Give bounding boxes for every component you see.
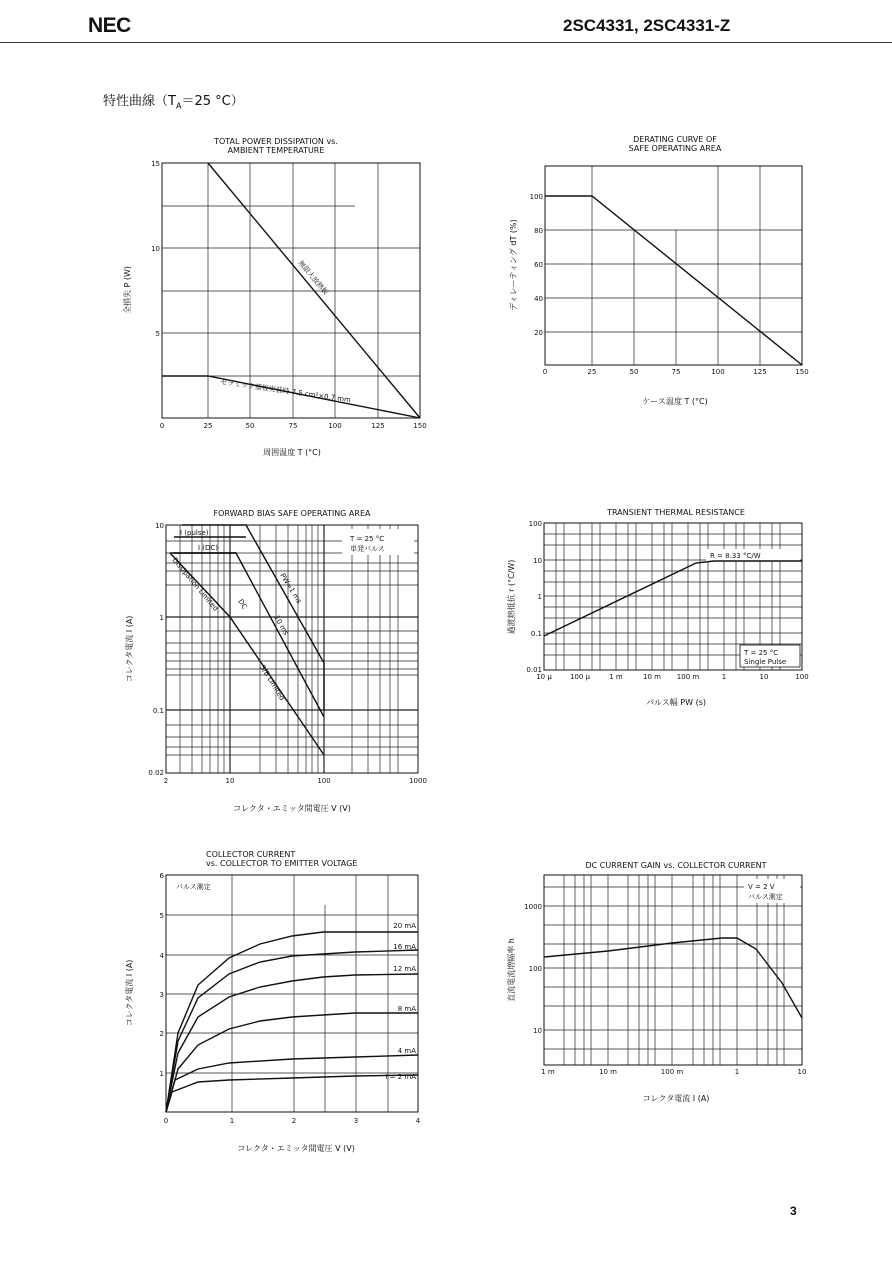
transient-xtick: 10 <box>759 673 769 681</box>
ic-vce-curve-labels <box>385 922 416 1081</box>
ic-vce-ytick: 6 <box>159 872 164 880</box>
power-title-1: TOTAL POWER DISSIPATION vs. <box>214 137 338 146</box>
derating-ytick: 40 <box>534 295 543 303</box>
soa-xlabel: コレクタ・エミッタ間電圧 V (V) <box>233 804 351 813</box>
derating-title-1: DERATING CURVE OF <box>633 135 717 144</box>
power-xtick: 50 <box>245 422 255 430</box>
derating-ytick: 100 <box>529 193 543 201</box>
derating-xtick: 75 <box>671 368 681 376</box>
soa-ylabel: コレクタ電流 I (A) <box>125 615 134 683</box>
ic-vce-xtick: 1 <box>229 1117 235 1125</box>
hfe-xtick: 10 <box>797 1068 807 1076</box>
ic-vce-xtick: 2 <box>291 1117 297 1125</box>
hfe-ytick: 1000 <box>524 903 542 911</box>
ic-vce-yticks <box>160 872 165 1078</box>
derating-xlabel: ケース温度 T (°C) <box>642 397 708 406</box>
ic-vce-curve-8ma <box>166 1013 418 1112</box>
derating-curve <box>545 196 802 365</box>
derating-xtick: 0 <box>542 368 548 376</box>
soa-label-sb: S/B Limited <box>258 663 287 702</box>
power-xtick: 0 <box>159 422 165 430</box>
transient-xtick: 1 m <box>609 673 623 681</box>
soa-label-dc: DC <box>236 597 249 611</box>
ic-vce-label-16ma: 16 mA <box>393 943 416 951</box>
soa-ic-dc-label: I (DC) <box>198 544 219 552</box>
part-number: 2SC4331, 2SC4331-Z <box>563 16 731 35</box>
hfe-cond-1: V = 2 V <box>748 883 775 891</box>
hfe-grid <box>544 875 802 1065</box>
derating-chart <box>500 130 830 415</box>
power-xtick: 75 <box>288 422 298 430</box>
ic-vce-xtick: 4 <box>415 1117 421 1125</box>
soa-ytick: 1 <box>159 614 164 622</box>
power-xlabel: 周囲温度 T (°C) <box>263 448 321 457</box>
ic-vce-xtick: 0 <box>163 1117 169 1125</box>
transient-xtick: 100 <box>795 673 809 681</box>
ic-vce-ytick: 3 <box>159 991 164 999</box>
derating-ytick: 80 <box>534 227 543 235</box>
power-ytick: 10 <box>151 245 160 253</box>
derating-title-2: SAFE OPERATING AREA <box>628 144 722 153</box>
transient-ytick: 1 <box>537 593 542 601</box>
derating-ytick: 60 <box>534 261 543 269</box>
soa-grid <box>166 525 418 773</box>
soa-xtick: 2 <box>163 777 169 785</box>
ic-vce-title-1: COLLECTOR CURRENT <box>206 850 296 859</box>
derating-ytick: 20 <box>534 329 543 337</box>
power-ytick: 5 <box>155 330 160 338</box>
section-title-main: 特性曲線（T <box>103 94 176 109</box>
section-title <box>103 90 244 111</box>
derating-yticks <box>530 193 543 337</box>
power-xtick: 125 <box>371 422 385 430</box>
ic-vce-label-12ma: 12 mA <box>393 965 416 973</box>
hfe-ylabel: 直流電流増幅率 h <box>507 938 516 1002</box>
ic-vce-curve-2ma <box>166 1075 418 1112</box>
soa-xticks <box>164 777 427 785</box>
nec-logo: NEC <box>88 14 131 37</box>
power-xticks <box>160 422 427 430</box>
hfe-cond-2: パルス測定 <box>748 893 783 901</box>
transient-ytick: 0.01 <box>526 666 542 674</box>
power-curve-ceramic <box>162 376 420 418</box>
hfe-chart <box>500 855 830 1115</box>
power-ylabel: 全損失 P (W) <box>123 265 132 315</box>
ic-vce-curve-4ma <box>166 1055 418 1112</box>
ic-vce-label-2ma: I = 2 mA <box>385 1073 416 1081</box>
derating-xtick: 50 <box>629 368 639 376</box>
soa-ytick: 10 <box>155 522 164 530</box>
transient-xtick: 100 m <box>676 673 700 681</box>
ic-vce-xticks <box>164 1117 421 1125</box>
transient-cond-1: T = 25 °C <box>744 649 779 657</box>
transient-cond-2: Single Pulse <box>744 658 787 666</box>
ic-vce-curve-12ma <box>166 974 418 1112</box>
ic-vce-label-20ma: 20 mA <box>393 922 416 930</box>
soa-label-dissipation: Dissipation Limited <box>170 556 220 613</box>
derating-xtick: 100 <box>711 368 725 376</box>
power-yticks <box>151 160 160 338</box>
transient-ytick: 10 <box>533 557 542 565</box>
transient-ytick: 0.1 <box>530 630 542 638</box>
soa-yticks <box>148 522 164 777</box>
hfe-xtick: 10 m <box>599 1068 617 1076</box>
transient-title: TRANSIENT THERMAL RESISTANCE <box>607 508 745 517</box>
hfe-xtick: 1 <box>734 1068 740 1076</box>
derating-ylabel: ディレーティング dT (%) <box>509 219 518 311</box>
power-xtick: 150 <box>413 422 427 430</box>
power-dissipation-chart <box>100 130 440 470</box>
hfe-ytick: 10 <box>533 1027 542 1035</box>
ic-vce-label-8ma: 8 mA <box>397 1005 416 1013</box>
soa-ytick: 0.02 <box>148 769 164 777</box>
ic-vce-xlabel: コレクタ・エミッタ間電圧 V (V) <box>237 1144 355 1153</box>
section-title-tail: ＝25 °C） <box>181 94 244 109</box>
power-frame <box>162 163 420 418</box>
soa-xtick: 1000 <box>409 777 427 785</box>
soa-title: FORWARD BIAS SAFE OPERATING AREA <box>213 509 371 518</box>
ic-vce-ytick: 2 <box>159 1030 164 1038</box>
power-title-2: AMBIENT TEMPERATURE <box>227 146 325 155</box>
transient-yticks <box>526 520 542 674</box>
hfe-xtick: 1 m <box>541 1068 555 1076</box>
soa-ic-pulse-label: I (pulse) <box>180 529 209 537</box>
transient-xtick: 10 μ <box>536 673 552 681</box>
hfe-xtick: 100 m <box>660 1068 684 1076</box>
power-curve-ceramic-label: セラミック基板実装時 7.5 cm²×0.7 mm <box>219 378 352 405</box>
transient-curve <box>544 561 802 636</box>
transient-xtick: 10 m <box>643 673 661 681</box>
page-number: 3 <box>790 1204 797 1218</box>
power-xtick: 100 <box>328 422 342 430</box>
ic-vce-ytick: 1 <box>159 1070 164 1078</box>
hfe-ytick: 100 <box>528 965 542 973</box>
soa-label-1ms: PW=1 ms <box>278 571 304 606</box>
soa-chart <box>110 505 440 825</box>
soa-xtick: 10 <box>225 777 235 785</box>
section-title-sub: A <box>175 101 182 111</box>
derating-xticks <box>543 368 809 376</box>
transient-xticks <box>536 673 808 681</box>
ic-vce-curves <box>166 932 418 1112</box>
header-rule <box>0 42 892 43</box>
hfe-yticks <box>524 903 542 1035</box>
soa-cond-2: 単発パルス <box>350 545 385 553</box>
power-curve-heatsink-label: 無限大放熱板 <box>296 259 330 297</box>
hfe-title: DC CURRENT GAIN vs. COLLECTOR CURRENT <box>585 861 767 870</box>
ic-vce-label-4ma: 4 mA <box>397 1047 416 1055</box>
transient-xlabel: パルス幅 PW (s) <box>646 698 706 707</box>
hfe-xlabel: コレクタ電流 I (A) <box>642 1094 710 1103</box>
derating-xtick: 150 <box>795 368 809 376</box>
ic-vce-xtick: 3 <box>353 1117 359 1125</box>
power-ytick: 15 <box>151 160 160 168</box>
transient-xtick: 100 μ <box>569 673 591 681</box>
transient-chart <box>500 505 830 715</box>
soa-ytick: 0.1 <box>152 707 164 715</box>
transient-xtick: 1 <box>721 673 727 681</box>
ic-vce-ytick: 4 <box>159 952 164 960</box>
ic-vce-title-2: vs. COLLECTOR TO EMITTER VOLTAGE <box>206 859 358 868</box>
transient-ytick: 100 <box>528 520 542 528</box>
transient-rth-label: R = 8.33 °C/W <box>710 552 761 560</box>
transient-ylabel: 過渡熱抵抗 r (°C/W) <box>507 559 516 635</box>
soa-cond-1: T = 25 °C <box>350 535 385 543</box>
ic-vce-chart <box>110 845 440 1165</box>
soa-xtick: 100 <box>317 777 331 785</box>
ic-vce-ytick: 5 <box>159 912 164 920</box>
derating-xtick: 125 <box>753 368 767 376</box>
hfe-frame <box>544 875 802 1065</box>
derating-xtick: 25 <box>587 368 597 376</box>
soa-label-10ms: 10 ms <box>272 614 291 637</box>
ic-vce-ylabel: コレクタ電流 I (A) <box>125 959 134 1027</box>
ic-vce-pulse-note: パルス測定 <box>176 883 211 891</box>
power-xtick: 25 <box>203 422 213 430</box>
hfe-xticks <box>541 1068 806 1076</box>
ic-vce-curve-20ma <box>166 932 418 1112</box>
power-grid <box>162 163 420 418</box>
